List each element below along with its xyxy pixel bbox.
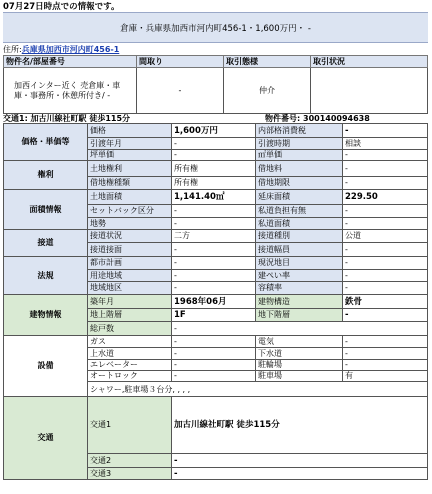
equipment-label: オートロック: [88, 371, 172, 382]
equipment-value: -: [172, 348, 256, 360]
equipment-value-2: -: [343, 336, 428, 348]
area-value-2: 229.50: [343, 190, 428, 205]
price-label-2: ㎡単価: [256, 150, 343, 161]
area-label-2: 私道負担有無: [256, 205, 343, 218]
access-value-2: 公道: [343, 230, 428, 243]
area-label-2: 私道面積: [256, 218, 343, 230]
detail-table: [3, 123, 428, 480]
address-label: 住所:: [3, 45, 22, 54]
property-number-label: 物件番号:: [265, 114, 301, 123]
price-label-2: 引渡時期: [256, 138, 343, 150]
building-label-2: 地下階層: [256, 309, 343, 322]
equipment-value: -: [172, 336, 256, 348]
equipment-value: -: [172, 371, 256, 382]
law-value-2: -: [343, 282, 428, 295]
price-label: 坪単価: [88, 150, 172, 161]
address-link[interactable]: 兵庫県加西市河内町456-1: [21, 45, 120, 54]
building-label: 築年月: [88, 295, 172, 309]
area-label-2: 延床面積: [256, 190, 343, 205]
equipment-label-2: 電気: [256, 336, 343, 348]
access-label: 接道状況: [88, 230, 172, 243]
equipment-row: [4, 336, 428, 348]
building-value: 1968年06月: [172, 295, 256, 309]
access-row: [4, 230, 428, 243]
header-name: 物件名/部屋番号: [4, 56, 137, 68]
area-value: 1,141.40㎡: [172, 190, 256, 205]
equipment-note: シャワー,駐車場３台分, , , ,: [88, 382, 428, 397]
area-label: 地勢: [88, 218, 172, 230]
header-transaction: 取引態様: [224, 56, 311, 68]
rights-value-2: -: [343, 161, 428, 177]
rights-value: 所有権: [172, 177, 256, 190]
traffic-label: 交通2: [88, 454, 172, 468]
price-row: [4, 124, 428, 138]
equipment-label: 上水道: [88, 348, 172, 360]
access-value: -: [172, 243, 256, 257]
access-label-2: 接道幅員: [256, 243, 343, 257]
law-label: 地域地区: [88, 282, 172, 295]
law-label: 都市計画: [88, 257, 172, 270]
listing-title: 倉庫・兵庫県加西市河内町456-1・1,600万円・ -: [3, 12, 428, 43]
traffic-row: [4, 397, 428, 454]
layout-value: -: [137, 68, 224, 114]
traffic-category: 交通: [4, 397, 88, 480]
price-value-2: -: [343, 124, 428, 138]
building-label: 地上階層: [88, 309, 172, 322]
status-value: [311, 68, 428, 114]
equipment-label-2: 駐車場: [256, 371, 343, 382]
access-label: 接道接面: [88, 243, 172, 257]
building-row: [4, 295, 428, 309]
area-value: -: [172, 218, 256, 230]
access-category: 接道: [4, 230, 88, 257]
price-value-2: -: [343, 150, 428, 161]
equipment-label: ガス: [88, 336, 172, 348]
law-value-2: -: [343, 270, 428, 282]
equipment-label: エレベーター: [88, 360, 172, 371]
traffic-label: 交通1: [88, 397, 172, 454]
header-status: 取引状況: [311, 56, 428, 68]
access-value: 二方: [172, 230, 256, 243]
rights-value: 所有権: [172, 161, 256, 177]
traffic-summary: 交通1: 加古川線社町駅 徒歩115分: [3, 114, 131, 123]
area-value: -: [172, 205, 256, 218]
transaction-value: 仲介: [224, 68, 311, 114]
rights-label: 借地権種類: [88, 177, 172, 190]
rights-label-2: 借地期限: [256, 177, 343, 190]
law-value: -: [172, 257, 256, 270]
area-value-2: -: [343, 218, 428, 230]
law-label-2: 容積率: [256, 282, 343, 295]
price-value-2: 相談: [343, 138, 428, 150]
law-value: -: [172, 270, 256, 282]
area-label: 土地面積: [88, 190, 172, 205]
property-number-value: 300140094638: [303, 114, 370, 123]
header-layout: 間取り: [137, 56, 224, 68]
rights-label: 土地権利: [88, 161, 172, 177]
traffic-value: -: [172, 454, 428, 468]
building-category: 建物情報: [4, 295, 88, 336]
as-of-date: 07月27日時点での情報です。: [3, 2, 120, 12]
area-label: セットバック区分: [88, 205, 172, 218]
rights-category: 権利: [4, 161, 88, 190]
traffic-value: 加古川線社町駅 徒歩115分: [172, 397, 428, 454]
equipment-value-2: 有: [343, 371, 428, 382]
equipment-value-2: -: [343, 348, 428, 360]
equipment-category: 設備: [4, 336, 88, 397]
building-value-2: -: [343, 309, 428, 322]
building-label: 総戸数: [88, 322, 172, 336]
law-value: -: [172, 282, 256, 295]
equipment-label-2: 下水道: [256, 348, 343, 360]
law-label: 用途地域: [88, 270, 172, 282]
law-row: [4, 257, 428, 270]
price-value: -: [172, 138, 256, 150]
building-label-2: 建物構造: [256, 295, 343, 309]
law-category: 法規: [4, 257, 88, 295]
area-value-2: -: [343, 205, 428, 218]
access-value-2: -: [343, 243, 428, 257]
law-label-2: 建ぺい率: [256, 270, 343, 282]
law-value-2: -: [343, 257, 428, 270]
building-value: -: [172, 322, 428, 336]
rights-row: [4, 161, 428, 177]
building-value-2: 鉄骨: [343, 295, 428, 309]
access-label-2: 接道種別: [256, 230, 343, 243]
traffic-value: -: [172, 468, 428, 480]
property-name: 加西インター近く 売倉庫・車庫・事務所・休憩所付き/ -: [4, 68, 137, 114]
law-label-2: 現況地目: [256, 257, 343, 270]
meta-line: [3, 113, 428, 123]
price-label-2: 内部格消費税: [256, 124, 343, 138]
price-value: 1,600万円: [172, 124, 256, 138]
area-row: [4, 190, 428, 205]
price-label: 価格: [88, 124, 172, 138]
equipment-label-2: 駐輪場: [256, 360, 343, 371]
price-label: 引渡年月: [88, 138, 172, 150]
traffic-label: 交通3: [88, 468, 172, 480]
equipment-value: -: [172, 360, 256, 371]
equipment-value-2: -: [343, 360, 428, 371]
price-value: -: [172, 150, 256, 161]
price-category: 価格・単価等: [4, 124, 88, 161]
rights-label-2: 借地料: [256, 161, 343, 177]
summary-table: [3, 55, 428, 114]
building-value: 1F: [172, 309, 256, 322]
area-category: 面積情報: [4, 190, 88, 230]
address-line: [3, 44, 119, 55]
rights-value-2: -: [343, 177, 428, 190]
